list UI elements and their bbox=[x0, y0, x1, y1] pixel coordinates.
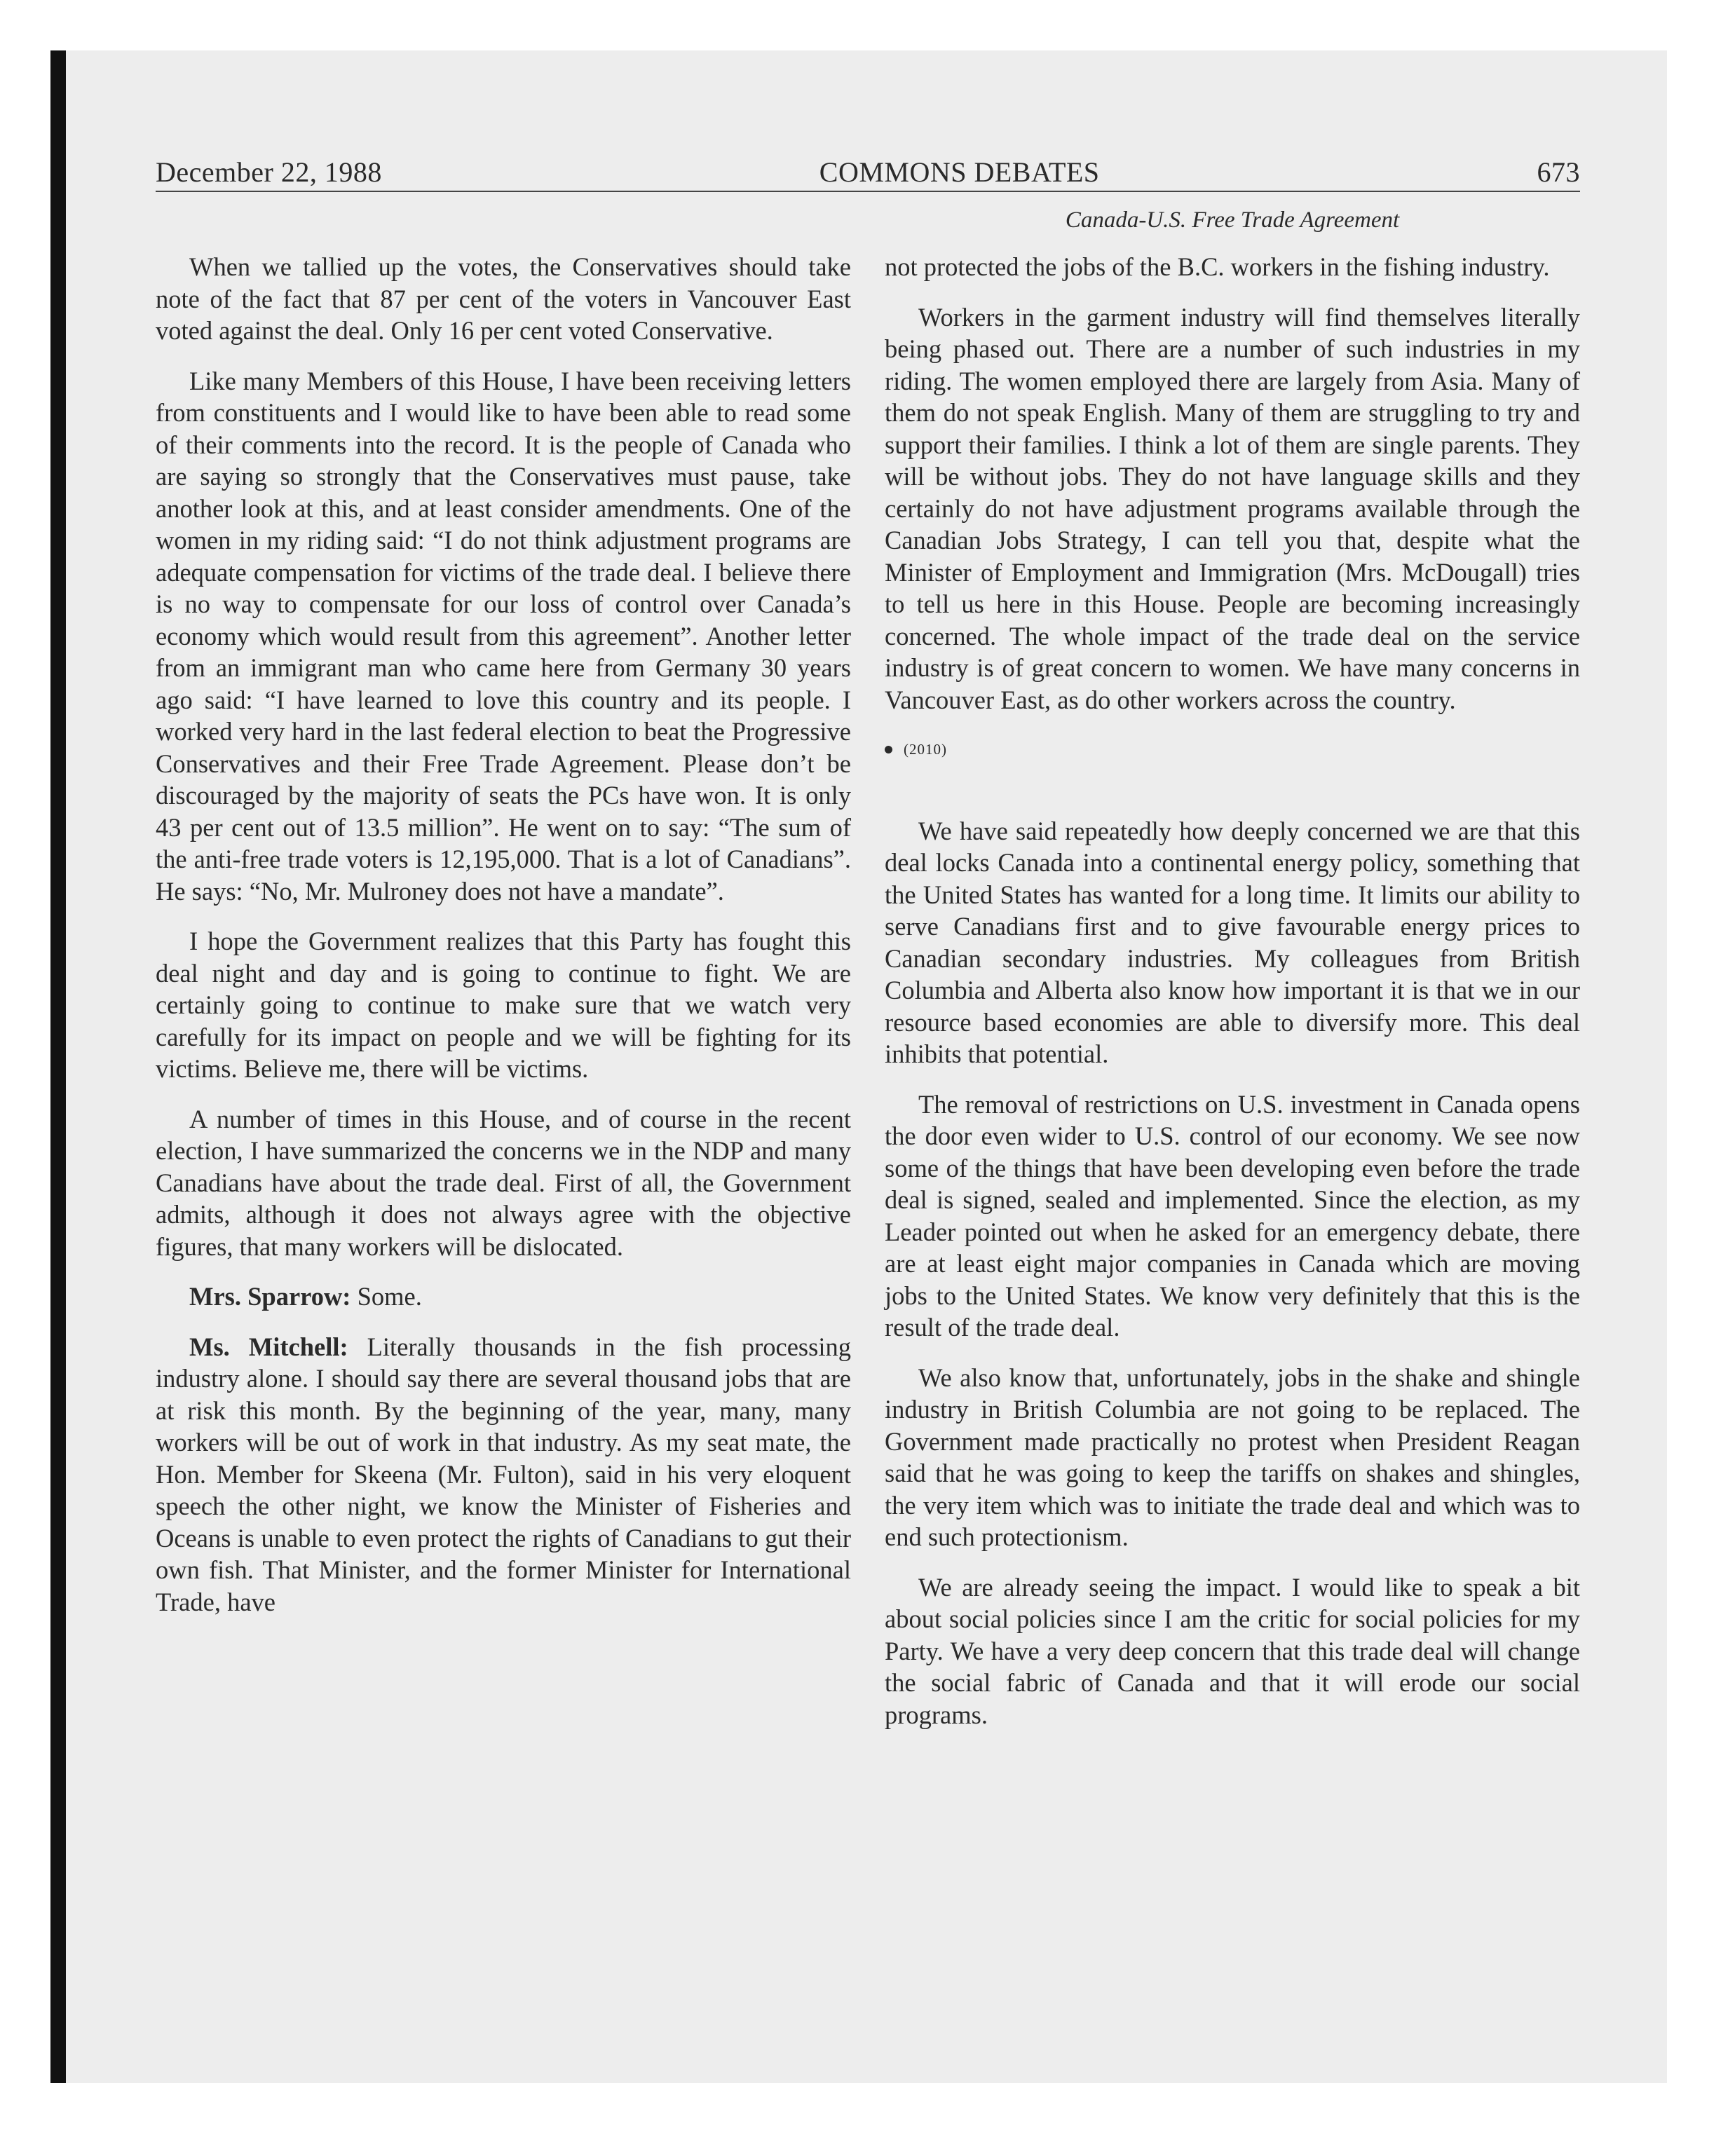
paragraph: We have said repeatedly how deeply concerned we are that this deal locks Canada into a continental energy policy, something that the United States has wanted for a long time. It limits our ability to serve Canadians first and to give favourable energy prices to Canadian secondary industries. My colleagues from British Columbia and Alberta also know how important it is that we in our resource based economies are able to diversify more. This deal inhibits that potential. bbox=[885, 816, 1580, 1068]
paragraph: We also know that, unfortunately, jobs in the shake and shingle industry in British Columbia are not going to be replaced. The Government made practically no protest when President Reagan said that he was going to keep the tariffs on shakes and shingles, the very item which was to initiate the trade deal and which was to end such protectionism. bbox=[885, 1363, 1580, 1551]
right-column bbox=[885, 251, 1580, 1749]
page-header bbox=[156, 156, 1580, 189]
speech-paragraph bbox=[156, 1331, 851, 1618]
paragraph: I hope the Government realizes that this Party has fought this deal night and day and is going to continue to fight. We are certainly going to continue to make sure that we watch very carefully for its impact on people and we will be fighting for its victims. Believe me, there will be victims. bbox=[156, 927, 851, 1083]
time-marker bbox=[885, 734, 1580, 766]
paragraph: Like many Members of this House, I have been receiving letters from constituents and I would like to have been able to read some of their comments into the record. It is the people of Canada who are saying so strongly that the Conservatives must pause, take another look at this, and at least consider amendments. One of the women in my riding said: “I do not think adjustment programs are adequate compensation for victims of the trade deal. I believe there is no way to compensate for our loss of control over Canada’s economy which would result from this agreement”. Another letter from an immigrant man who came here from Germany 30 years ago said: “I have learned to love this country and its people. I worked very hard in the last federal election to beat the Progressive Conservatives and their Free Trade Agreement. Please don’t be discouraged by the majority of seats the PCs have won. It is only 43 per cent out of 13.5 million”. He went on to say: “The sum of the anti-free trade voters is 12,195,000. That is a lot of Canadians”. He says: “No, Mr. Mulroney does not have a mandate”. bbox=[156, 366, 851, 906]
header-publication: COMMONS DEBATES bbox=[819, 156, 1100, 188]
paragraph: not protected the jobs of the B.C. workers in the fishing industry. bbox=[885, 252, 1550, 281]
speaker-name: Ms. Mitchell: bbox=[189, 1332, 348, 1361]
time-marker-text: (2010) bbox=[904, 741, 947, 758]
speech-text: Literally thousands in the fish processing industry alone. I should say there are several thousand jobs that are at risk this month. By the beginning of the year, many, many workers will be out of work in that industry. As my seat mate, the Hon. Member for Skeena (Mr. Fulton), said in his very eloquent speech the other night, we know the Minister of Fisheries and Oceans is unable to even protect the rights of Canadians to gut their own fish. That Minister, and the former Minister for International Trade, have bbox=[156, 1332, 851, 1616]
running-head: Canada-U.S. Free Trade Agreement bbox=[1065, 207, 1400, 233]
left-column bbox=[156, 251, 851, 1636]
paragraph: When we tallied up the votes, the Conservatives should take note of the fact that 87 per cent of the voters in Vancouver East voted against the deal. Only 16 per cent voted Conservative. bbox=[156, 252, 851, 345]
paragraph: Workers in the garment industry will find themselves literally being phased out. There are a number of such industries in my riding. The women employed there are largely from Asia. Many of them do not speak English. Many of them are struggling to try and support their families. I think a lot of them are single parents. They will be without jobs. They do not have language skills and they certainly do not have adjustment programs available through the Canadian Jobs Strategy, I can tell you that, despite what the Minister of Employment and Immigration (Mrs. McDougall) tries to tell us here in this House. People are becoming increasingly concerned. The whole impact of the trade deal on the service industry is of great concern to women. We have many concerns in Vancouver East, as do other workers across the country. bbox=[885, 302, 1580, 714]
bullet-icon bbox=[885, 746, 892, 753]
paragraph: A number of times in this House, and of course in the recent election, I have summarized the concerns we in the NDP and many Canadians have about the trade deal. First of all, the Government admits, although it does not always agree with the objective figures, that many workers will be dislocated. bbox=[156, 1104, 851, 1261]
paragraph: We are already seeing the impact. I would like to speak a bit about social policies since I am the critic for social policies for my Party. We have a very deep concern that this trade deal will change the social fabric of Canada and that it will erode our social programs. bbox=[885, 1572, 1580, 1729]
header-page-number: 673 bbox=[1537, 156, 1580, 188]
header-date: December 22, 1988 bbox=[156, 156, 382, 188]
speaker-name: Mrs. Sparrow: bbox=[189, 1282, 351, 1311]
speech-text: Some. bbox=[351, 1282, 422, 1311]
scan-edge-shadow bbox=[50, 50, 66, 2083]
paragraph: The removal of restrictions on U.S. investment in Canada opens the door even wider to U.S. control of our economy. We see now some of the things that have been developing even before the trade deal is signed, sealed and implemented. Since the election, as my Leader pointed out when he asked for an emergency debate, there are at least eight major companies in Canada which are moving jobs to the United States. We know very definitely that this is the result of the trade deal. bbox=[885, 1089, 1580, 1342]
speech-paragraph bbox=[156, 1281, 851, 1313]
header-rule bbox=[156, 191, 1580, 192]
